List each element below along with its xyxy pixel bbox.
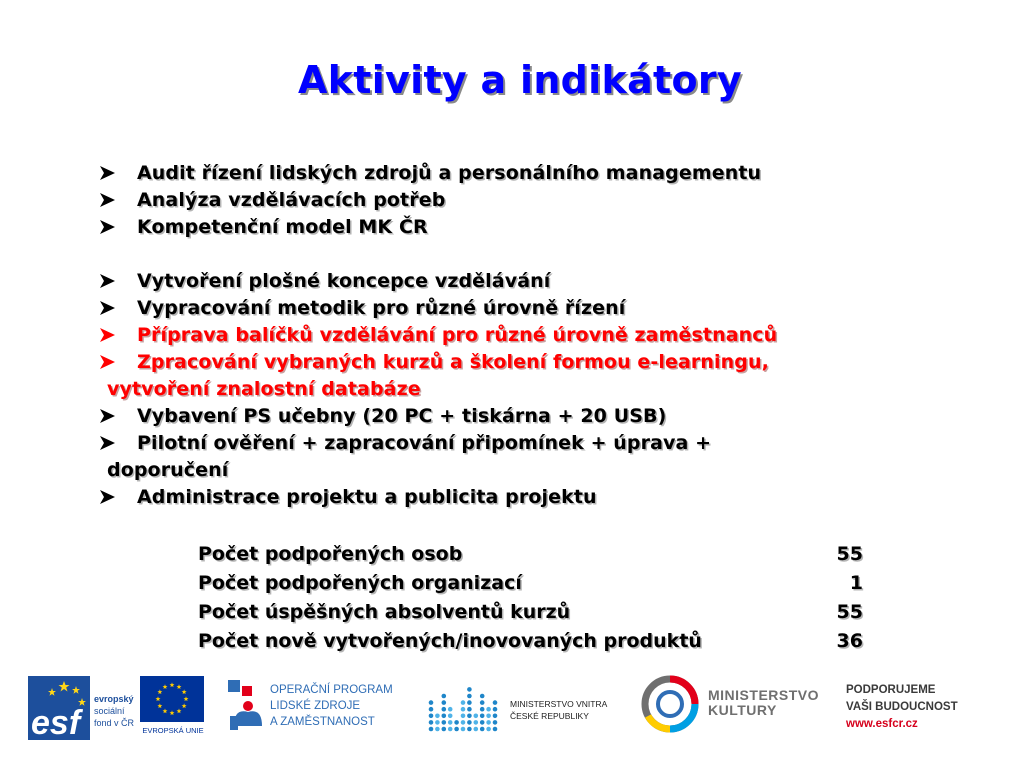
- mv-dot-icon: [442, 714, 447, 719]
- mv-dot-icon: [448, 707, 453, 712]
- list-item-text: Vybavení PS učebny (20 PC + tiskárna + 20 USB): [137, 405, 667, 427]
- support-line2: VAŠI BUDOUCNOST: [846, 701, 958, 713]
- arrow-bullet-icon: [100, 160, 118, 187]
- list-item: [96, 214, 916, 241]
- list-item-text: Audit řízení lidských zdrojů a personálního managementu: [137, 162, 762, 184]
- op-lzz-line1: OPERAČNÍ PROGRAM: [270, 684, 393, 696]
- mv-dot-icon: [442, 707, 447, 712]
- mv-dot-icon: [454, 727, 459, 732]
- mv-dot-icon: [493, 707, 498, 712]
- mk-logo: [640, 674, 830, 740]
- list-item-continuation: vytvoření znalostní databáze: [107, 378, 421, 400]
- arrow-bullet-icon: [100, 187, 118, 214]
- mv-dot-icon: [448, 727, 453, 732]
- indicator-row: [198, 540, 863, 569]
- list-item: [96, 484, 916, 511]
- mv-dot-icon: [474, 727, 479, 732]
- esf-line2: sociální: [94, 706, 125, 716]
- mv-dot-icon: [480, 720, 485, 725]
- indicator-row: [198, 598, 863, 627]
- mv-dot-icon: [448, 714, 453, 719]
- list-item-text: Kompetenční model MK ČR: [137, 216, 428, 238]
- mv-dot-icon: [474, 720, 479, 725]
- list-item-text: Vypracování metodik pro různé úrovně řízení: [137, 297, 626, 319]
- indicator-value: 55: [836, 601, 863, 623]
- list-item-text: Analýza vzdělávacích potřeb: [137, 189, 446, 211]
- indicator-value: 1: [849, 572, 863, 594]
- esf-logo: [28, 676, 138, 740]
- indicator-label: Počet úspěšných absolventů kurzů: [198, 601, 571, 623]
- mv-cr-logo: [428, 676, 628, 738]
- mv-dot-icon: [486, 714, 491, 719]
- mv-dot-icon: [461, 714, 466, 719]
- mv-dot-icon: [435, 714, 440, 719]
- mv-dot-icon: [493, 727, 498, 732]
- mv-dot-icon: [493, 720, 498, 725]
- mv-dot-icon: [474, 714, 479, 719]
- eu-logo: [140, 676, 206, 740]
- mv-dot-icon: [429, 720, 434, 725]
- mv-dot-icon: [480, 700, 485, 705]
- support-url[interactable]: www.esfcr.cz: [846, 718, 918, 730]
- mv-dot-icon: [461, 720, 466, 725]
- mv-line2: ČESKÉ REPUBLIKY: [510, 711, 589, 721]
- eu-label: EVROPSKÁ UNIE: [142, 726, 204, 735]
- indicator-label: Počet nově vytvořených/inovovaných produktů: [198, 630, 702, 652]
- mv-dot-icon: [480, 727, 485, 732]
- mv-dot-icon: [461, 700, 466, 705]
- svg-text:esf: esf: [31, 704, 81, 740]
- mv-dot-icon: [429, 700, 434, 705]
- indicator-row: [198, 627, 863, 656]
- mv-dot-icon: [461, 707, 466, 712]
- arrow-bullet-icon: [100, 403, 118, 430]
- mv-dot-icon: [467, 720, 472, 725]
- op-lzz-logo: [226, 678, 416, 738]
- arrow-bullet-icon: [100, 322, 118, 349]
- indicator-value: 55: [836, 543, 863, 565]
- arrow-bullet-icon: [100, 268, 118, 295]
- mv-dot-icon: [448, 720, 453, 725]
- mv-dot-icon: [467, 700, 472, 705]
- list-item: [96, 403, 916, 430]
- mv-dot-icon: [480, 694, 485, 699]
- support-logo: [846, 682, 1016, 742]
- mv-dot-icon: [467, 694, 472, 699]
- mv-dot-icon: [442, 720, 447, 725]
- mv-dot-icon: [442, 694, 447, 699]
- arrow-bullet-icon: [100, 430, 118, 457]
- eu-flag-icon: [140, 676, 204, 722]
- list-item-text: Pilotní ověření + zapracování připomínek + úprava +: [137, 432, 712, 454]
- mv-dot-icon: [429, 714, 434, 719]
- mv-dot-icon: [480, 707, 485, 712]
- list-item: [96, 160, 916, 187]
- logo-footer: [0, 668, 1024, 748]
- indicator-value: 36: [836, 630, 863, 652]
- mv-dot-icon: [493, 700, 498, 705]
- activity-list: [96, 160, 916, 511]
- mk-line1: MINISTERSTVO: [708, 687, 820, 703]
- mv-dot-icon: [461, 727, 466, 732]
- mv-dot-icon: [486, 707, 491, 712]
- list-item-text: Administrace projektu a publicita projektu: [137, 486, 597, 508]
- list-item: [96, 268, 916, 295]
- arrow-bullet-icon: [100, 214, 118, 241]
- esf-line1: evropský: [94, 694, 134, 704]
- indicator-label: Počet podpořených osob: [198, 543, 463, 565]
- mv-dot-icon: [454, 720, 459, 725]
- indicator-label: Počet podpořených organizací: [198, 572, 522, 594]
- op-lzz-figure-icon: [226, 678, 266, 734]
- esf-line3: fond v ČR: [94, 718, 135, 728]
- mv-dot-icon: [493, 714, 498, 719]
- mv-dot-icon: [435, 720, 440, 725]
- mk-line2: KULTURY: [708, 702, 777, 718]
- support-line1: PODPORUJEME: [846, 684, 936, 696]
- mv-dot-icon: [467, 727, 472, 732]
- mv-dot-icon: [429, 707, 434, 712]
- mv-dot-icon: [442, 700, 447, 705]
- indicator-row: [198, 569, 863, 598]
- mv-dot-icon: [435, 727, 440, 732]
- list-item-text: Vytvoření plošné koncepce vzdělávání: [137, 270, 551, 292]
- list-item-continuation: doporučení: [107, 459, 229, 481]
- arrow-bullet-icon: [100, 349, 118, 376]
- list-item-text: Příprava balíčků vzdělávání pro různé úrovně zaměstnanců: [137, 324, 778, 346]
- list-item: [96, 187, 916, 214]
- list-item-text: Zpracování vybraných kurzů a školení formou e-learningu,: [137, 351, 769, 373]
- mv-dot-icon: [480, 714, 485, 719]
- mv-dot-icon: [467, 687, 472, 692]
- mv-dot-icon: [486, 727, 491, 732]
- list-item: [96, 430, 916, 484]
- mv-dots-icon: [428, 676, 500, 732]
- op-lzz-line2: LIDSKÉ ZDROJE: [270, 700, 361, 712]
- list-item: [96, 349, 916, 403]
- op-lzz-line3: A ZAMĚSTNANOST: [270, 716, 375, 728]
- list-item: [96, 322, 916, 349]
- indicator-table: [198, 540, 863, 656]
- page-title: Aktivity a indikátory: [297, 58, 742, 102]
- mv-dot-icon: [429, 727, 434, 732]
- list-item: [96, 295, 916, 322]
- mk-ring-icon: [640, 674, 700, 734]
- mv-line1: MINISTERSTVO VNITRA: [510, 699, 608, 709]
- mv-dot-icon: [442, 727, 447, 732]
- mv-dot-icon: [486, 720, 491, 725]
- arrow-bullet-icon: [100, 484, 118, 511]
- mv-dot-icon: [467, 707, 472, 712]
- mv-dot-icon: [467, 714, 472, 719]
- arrow-bullet-icon: [100, 295, 118, 322]
